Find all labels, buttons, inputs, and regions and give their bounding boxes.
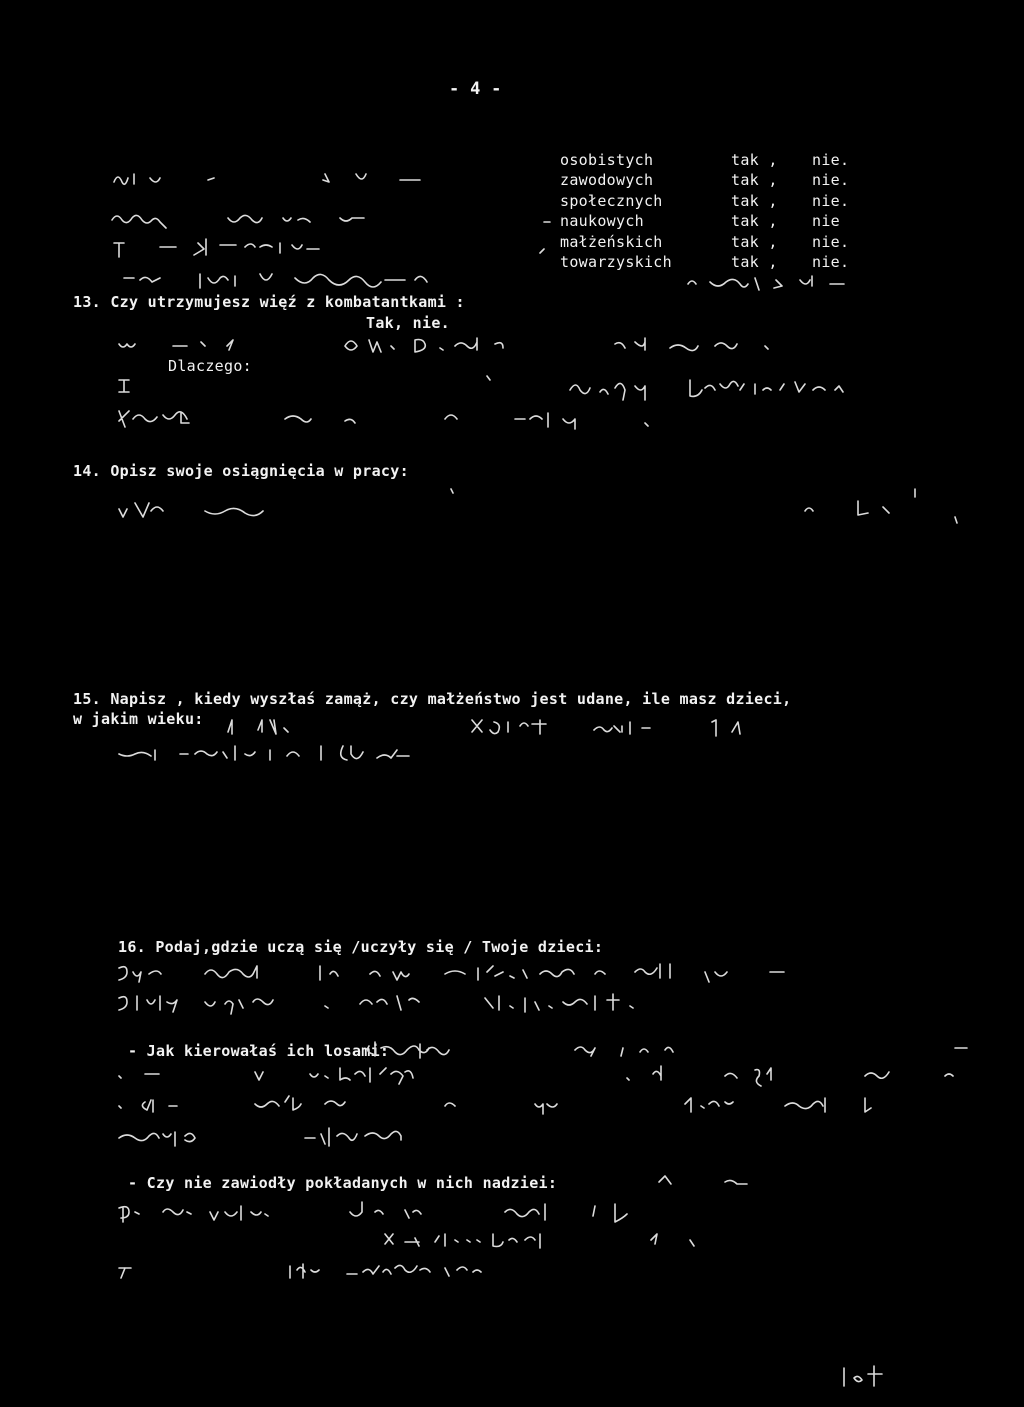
handwritten-line [115,990,775,1020]
handwritten-line [108,208,558,228]
handwritten-line [115,334,855,360]
row-label: towarzyskich [560,253,672,271]
q13-why-label: Dlaczego: [168,357,252,375]
page-number: - 4 - [449,79,502,99]
no-option: nie. [812,253,850,271]
question-15: 15. Napisz , kiedy wyszłaś zamąż, czy małżeństwo jest udane, ile masz dzieci, [73,690,792,708]
handwritten-line [110,235,550,261]
handwritten-line [115,1092,975,1122]
handwritten-line [115,960,895,988]
no-option: nie [812,212,840,230]
yes-option: tak , [731,171,778,189]
handwritten-line [120,268,550,292]
question-14: 14. Opisz swoje osiągnięcia w pracy: [73,462,409,480]
handwritten-line [655,1172,765,1192]
handwritten-line [115,1124,475,1154]
yes-option: tak , [731,151,778,169]
yes-option: tak , [731,233,778,251]
handwritten-line [680,270,850,294]
row-label: osobistych [560,151,654,169]
handwritten-line [365,1038,985,1062]
yes-option: tak , [731,192,778,210]
q16-sub-1: - Jak kierowałaś ich losami: [128,1042,390,1060]
no-option: nie. [812,192,850,210]
no-option: nie. [812,151,850,169]
yes-option: tak , [731,212,778,230]
no-option: nie. [812,171,850,189]
row-label: naukowych [560,212,644,230]
handwritten-line [110,168,510,188]
row-label: zawodowych [560,171,654,189]
handwritten-line [840,1360,900,1390]
row-label: społecznych [560,192,663,210]
handwritten-line [115,368,855,406]
question-13: 13. Czy utrzymujesz więź z kombatantkami : [73,293,465,311]
handwritten-line [115,1062,975,1092]
handwritten-line [115,405,655,435]
question-15-continued: w jakim wieku: [73,710,204,728]
q13-options: Tak, nie. [366,314,450,332]
yes-option: tak , [731,253,778,271]
q16-sub-2: - Czy nie zawiodły pokładanych w nich nadziei: [128,1174,558,1192]
handwritten-line [222,714,782,738]
handwritten-line [115,1258,575,1288]
no-option: nie. [812,233,850,251]
handwritten-line [115,1228,735,1258]
row-label: małżeńskich [560,233,663,251]
handwritten-line [115,495,975,525]
handwritten-line [115,1200,735,1230]
handwritten-line [115,740,535,764]
question-16: 16. Podaj,gdzie uczą się /uczyły się / Twoje dzieci: [118,938,604,956]
